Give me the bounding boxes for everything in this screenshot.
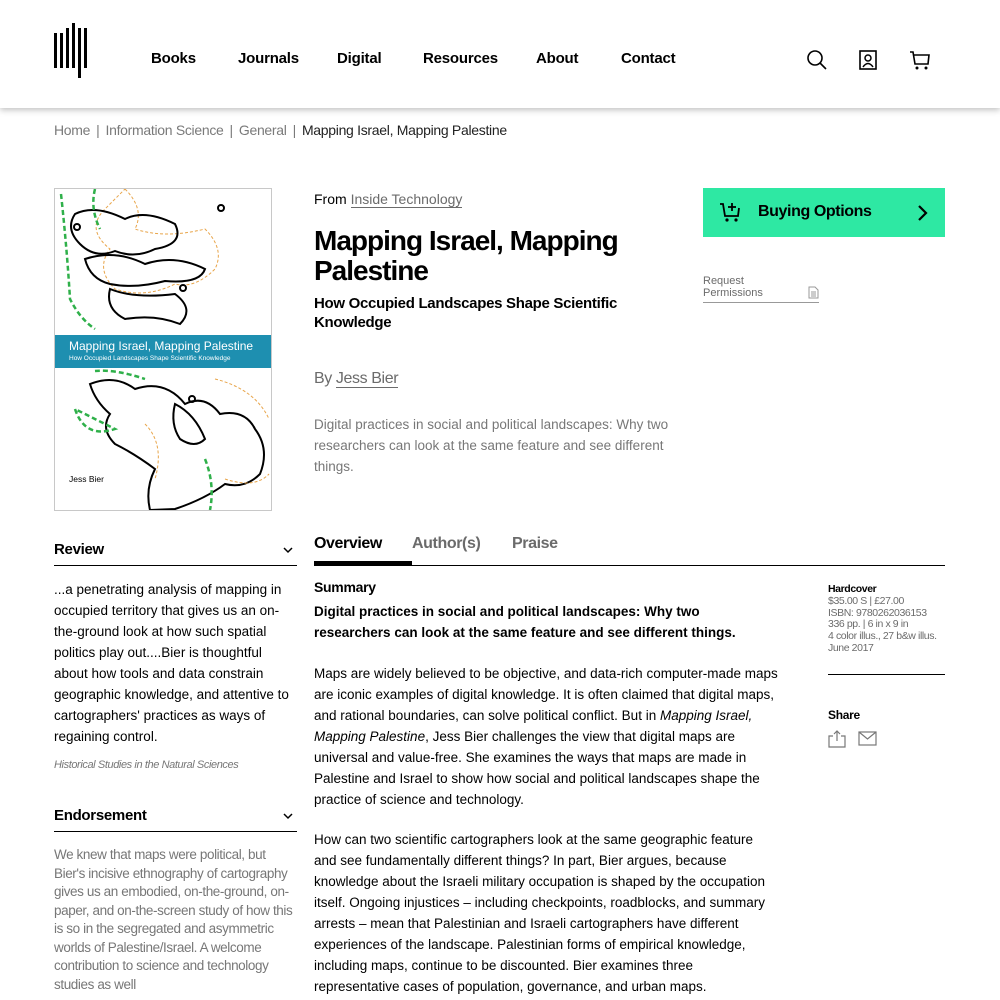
summary-heading: Summary (314, 579, 376, 595)
breadcrumb-home[interactable]: Home (54, 122, 91, 138)
chevron-down-icon (283, 813, 293, 820)
search-icon[interactable] (806, 48, 828, 72)
share-icon[interactable] (828, 730, 846, 748)
endorsement-toggle[interactable] (54, 807, 297, 832)
breadcrumb-current: Mapping Israel, Mapping Palestine (301, 122, 507, 138)
format-date: June 2017 (828, 641, 874, 654)
review-source: Historical Studies in the Natural Sciences (54, 759, 239, 771)
summary-p1-text-after: , Jess Bier challenges the view that digital maps are universal and value-free. She examines the ways that maps are made in Palestine and Israel to show how social and political landscapes shape the practice of science and technology. (314, 729, 760, 807)
buying-options-label: Buying Options (758, 203, 872, 220)
series-line (314, 191, 462, 207)
share-heading: Share (828, 708, 860, 722)
document-icon (808, 286, 819, 299)
cover-author: Jess Bier (69, 474, 104, 484)
format-price: $35.00 S | £27.00 (828, 594, 904, 607)
book-title: Mapping Israel, Mapping Palestine (314, 225, 618, 286)
chevron-down-icon (283, 547, 293, 554)
format-illustrations: 4 color illus., 27 b&w illus. (828, 630, 937, 643)
review-heading: Review (54, 541, 104, 558)
breadcrumb-information-science[interactable]: Information Science (105, 122, 224, 138)
summary-paragraph-1 (314, 663, 779, 810)
breadcrumb-general[interactable]: General (238, 122, 287, 138)
email-icon[interactable] (858, 731, 877, 746)
tab-overview[interactable]: Overview (314, 535, 412, 565)
site-header (0, 0, 1000, 108)
nav-digital[interactable]: Digital (337, 50, 382, 67)
summary-p1-text-before: Maps are widely believed to be objective, and data-rich computer-made maps are iconic examples of digital knowledge. It is often claimed that digital maps, and rational boundaries, can solve political conflict. But in (314, 666, 778, 723)
cover-title: Mapping Israel, Mapping Palestine (69, 339, 254, 353)
format-isbn: ISBN: 9780262036153 (828, 606, 927, 619)
permissions-label-line1: Request (703, 275, 744, 287)
tab-authors[interactable]: Author(s) (412, 535, 481, 552)
user-icon[interactable] (858, 48, 880, 72)
book-subtitle: How Occupied Landscapes Shape Scientific Knowledge (314, 295, 618, 331)
format-details (828, 584, 945, 675)
nav-books[interactable]: Books (151, 50, 196, 67)
cart-add-icon (719, 200, 743, 224)
format-pages: 336 pp. | 6 in x 9 in (828, 618, 909, 631)
byline (314, 370, 398, 388)
endorsement-text: We knew that maps were political, but Bier's incisive ethnography of cartography gives us an embodied, on-the-ground, on-paper, and on-the-screen study of how this is so in the segregated and asymmetric worlds of Palestine/Israel. A welcome contribution to science and technology studies as well (54, 847, 293, 992)
summary-lead: Digital practices in social and political landscapes: Why two researchers can look at the same feature and see different things. (314, 604, 736, 640)
cover-subtitle: How Occupied Landscapes Shape Scientific Knowledge (69, 355, 231, 362)
breadcrumb (54, 122, 507, 138)
barcode-logo[interactable] (54, 23, 90, 78)
permissions-label-line2: Permissions (703, 287, 763, 299)
summary-p1-book-title: Mapping Israel, Mapping Palestine (314, 708, 753, 744)
nav-about[interactable]: About (536, 50, 579, 67)
byline-prefix: By (314, 370, 332, 387)
nav-resources[interactable]: Resources (423, 50, 498, 67)
series-link[interactable]: Inside Technology (350, 191, 463, 207)
cart-icon[interactable] (909, 48, 931, 72)
summary-paragraph-2: How can two scientific cartographers look at the same geographic feature and see fundamentally different things? In part, Bier argues, because knowledge about the Israeli military occupation is shaped by the occupation itself. Ongoing injustices – including checkpoints, roadblocks, and summary arrests – mean that Palestinian and Israeli cartographers have different experiences of the landscape. Palestinian forms of empirical knowledge, including maps, continue to be discounted. Bier examines three representative cases of population, governance, and urban maps. (314, 832, 766, 994)
nav-contact[interactable]: Contact (621, 50, 676, 67)
review-text: ...a penetrating analysis of mapping in occupied territory that gives us an on-the-ground look at how such spatial politics play out....Bier is thoughtful about how tools and data constrain geographic knowledge, and attentive to cartographers' practices as ways of regaining control. (54, 582, 289, 744)
book-cover (54, 188, 272, 511)
format-type: Hardcover (828, 583, 877, 595)
author-link[interactable]: Jess Bier (335, 370, 399, 387)
cover-title-band (55, 335, 271, 368)
series-prefix: From (314, 191, 347, 207)
breadcrumb-separator: | (229, 122, 233, 138)
endorsement-heading: Endorsement (54, 807, 147, 824)
nav-journals[interactable]: Journals (238, 50, 299, 67)
request-permissions-link[interactable] (703, 275, 819, 303)
breadcrumb-separator: | (292, 122, 296, 138)
review-toggle[interactable] (54, 541, 297, 566)
content-tabs (314, 535, 945, 566)
buying-options-button[interactable] (703, 188, 945, 237)
tab-praise[interactable]: Praise (512, 535, 558, 552)
breadcrumb-separator: | (96, 122, 100, 138)
book-blurb: Digital practices in social and political landscapes: Why two researchers can look at the same feature and see different things. (314, 417, 669, 474)
chevron-right-icon (917, 205, 929, 221)
